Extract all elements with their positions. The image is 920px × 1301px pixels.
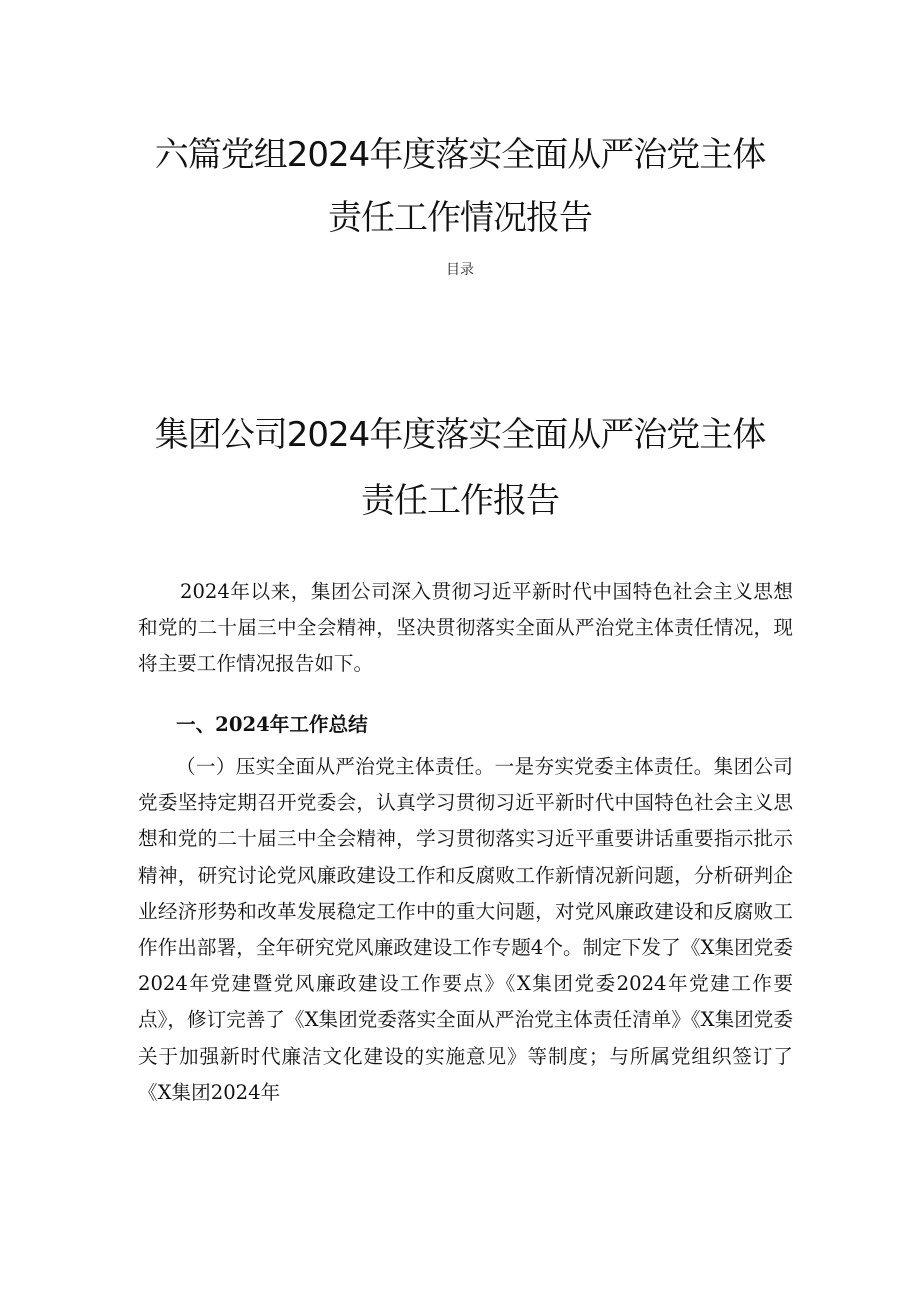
document-title-line-2: 责任工作情况报告: [328, 198, 592, 238]
document-title-line-1: 六篇党组2024年度落实全面从严治党主体: [154, 135, 766, 175]
body-paragraph: （一）压实全面从严治党主体责任。一是夯实党委主体责任。集团公司党委坚持定期召开党委会，认真学习贯彻习近平新时代中国特色社会主义思想和党的二十届三中全会精神，学习贯彻落实习近平重要讲话重要指示批示精神，研究讨论党风廉政建设工作和反腐败工作新情况新问题，分析研判企业经济形势和改革发展稳定工作中的重大问题，对党风廉政建设和反腐败工作作出部署，全年研究党风廉政建设工作专题4个。制定下发了《X集团党委2024年党建暨党风廉政建设工作要点》《X集团党委2024年党建工作要点》，修订完善了《X集团党委落实全面从严治党主体责任清单》《X集团党委关于加强新时代廉洁文化建设的实施意见》等制度；与所属党组织签订了《X集团2024年: [138, 755, 793, 1104]
intro-paragraph: 2024年以来，集团公司深入贯彻习近平新时代中国特色社会主义思想和党的二十届三中全会精神，坚决贯彻落实全面从严治党主体责任情况，现将主要工作情况报告如下。: [138, 580, 793, 676]
table-of-contents-label: 目录: [446, 262, 474, 278]
section-heading: 一、2024年工作总结: [176, 713, 368, 736]
report-title-line-2: 责任工作报告: [361, 481, 559, 521]
report-title-line-1: 集团公司2024年度落实全面从严治党主体: [154, 415, 766, 455]
